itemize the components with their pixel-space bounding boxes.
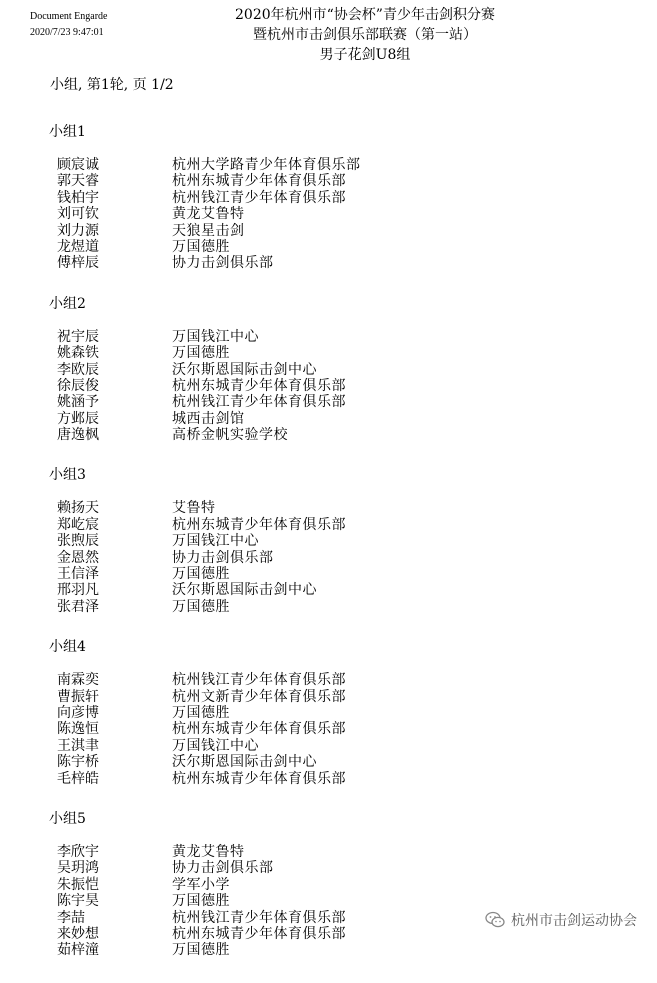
watermark-text: 杭州市击剑运动协会 [511, 913, 637, 929]
fencer-row [0, 754, 657, 770]
pool-5 [0, 811, 657, 959]
fencer-row [0, 844, 657, 860]
fencer-row [0, 157, 657, 173]
fencer-name: 李欧辰 [57, 361, 99, 378]
event-subtitle: 暨杭州市击剑俱乐部联赛（第一站） [253, 27, 477, 43]
event-title: 2020年杭州市“协会杯”青少年击剑积分赛 [235, 7, 495, 23]
fencer-name: 郭天睿 [57, 173, 99, 190]
fencer-club: 万国德胜 [172, 893, 230, 910]
fencer-row [0, 771, 657, 787]
pool-title: 小组1 [49, 124, 86, 140]
pool-title: 小组5 [49, 810, 86, 827]
fencer-name: 郑屹宸 [57, 516, 99, 533]
fencer-name: 茹梓潼 [57, 942, 99, 959]
fencer-name: 王信泽 [57, 566, 99, 583]
fencer-row [0, 672, 657, 688]
document-app-name: Document Engarde [30, 11, 108, 22]
fencer-club: 黄龙艾鲁特 [172, 206, 245, 223]
fencer-club: 沃尔斯恩国际击剑中心 [172, 754, 317, 771]
fencer-club: 高桥金帆实验学校 [172, 427, 288, 444]
fencer-name: 金恩然 [57, 549, 99, 566]
fencer-name: 唐逸枫 [57, 427, 99, 444]
fencer-club: 杭州东城青少年体育俱乐部 [172, 925, 346, 942]
fencer-name: 王淇聿 [57, 737, 99, 754]
fencer-name: 朱振恺 [57, 876, 99, 893]
fencer-row [0, 860, 657, 876]
fencer-name: 陈宇桥 [57, 754, 99, 771]
fencer-name: 赖扬天 [57, 500, 99, 517]
fencer-row [0, 705, 657, 721]
pool-2 [0, 296, 657, 444]
fencer-name: 李欣宇 [57, 843, 99, 860]
fencer-club: 沃尔斯恩国际击剑中心 [172, 582, 317, 599]
fencer-club: 万国德胜 [172, 566, 230, 583]
fencer-club: 杭州文新青少年体育俱乐部 [172, 688, 346, 705]
fencer-row [0, 738, 657, 754]
fencer-club: 协力击剑俱乐部 [172, 255, 274, 272]
fencer-name: 毛梓皓 [57, 770, 99, 787]
fencer-row [0, 582, 657, 598]
event-category: 男子花剑U8组 [319, 47, 411, 63]
fencer-row [0, 599, 657, 615]
fencer-row [0, 206, 657, 222]
fencer-club: 黄龙艾鲁特 [172, 843, 245, 860]
fencer-row [0, 378, 657, 394]
fencer-club: 杭州东城青少年体育俱乐部 [172, 770, 346, 787]
fencer-club: 天狼星击剑 [172, 222, 245, 239]
fencer-name: 邢羽凡 [57, 582, 99, 599]
fencer-club: 杭州东城青少年体育俱乐部 [172, 516, 346, 533]
fencer-name: 姚涵予 [57, 394, 99, 411]
pool-3 [0, 467, 657, 615]
pools-list [0, 124, 657, 983]
fencer-club: 沃尔斯恩国际击剑中心 [172, 361, 317, 378]
fencer-club: 万国德胜 [172, 598, 230, 615]
fencer-row [0, 533, 657, 549]
fencer-row [0, 239, 657, 255]
fencer-club: 万国钱江中心 [172, 533, 259, 550]
fencer-club: 杭州东城青少年体育俱乐部 [172, 377, 346, 394]
fencer-name: 刘可钦 [57, 206, 99, 223]
fencer-club: 万国德胜 [172, 238, 230, 255]
fencer-row [0, 190, 657, 206]
fencer-row [0, 566, 657, 582]
fencer-club: 杭州钱江青少年体育俱乐部 [172, 189, 346, 206]
fencer-name: 来妙想 [57, 925, 99, 942]
fencer-club: 艾鲁特 [172, 500, 216, 517]
fencer-name: 祝宇辰 [57, 328, 99, 345]
fencer-club: 城西击剑馆 [172, 410, 245, 427]
fencer-row [0, 223, 657, 239]
fencer-name: 向彦博 [57, 704, 99, 721]
round-info: 小组, 第1轮, 页 1/2 [50, 77, 174, 93]
fencer-name: 南霖奕 [57, 672, 99, 689]
fencer-row [0, 394, 657, 410]
fencer-name: 张煦辰 [57, 533, 99, 550]
fencer-row [0, 427, 657, 443]
watermark [485, 910, 637, 930]
fencer-name: 曹振轩 [57, 688, 99, 705]
fencer-name: 李喆 [57, 909, 85, 926]
fencer-name: 钱柏宇 [57, 189, 99, 206]
fencer-name: 张君泽 [57, 598, 99, 615]
pool-title: 小组3 [49, 467, 86, 484]
fencer-club: 学军小学 [172, 876, 230, 893]
fencer-row [0, 411, 657, 427]
fencer-club: 杭州钱江青少年体育俱乐部 [172, 672, 346, 689]
fencer-row [0, 255, 657, 271]
fencer-row [0, 517, 657, 533]
fencer-name: 陈逸恒 [57, 721, 99, 738]
fencer-club: 杭州大学路青少年体育俱乐部 [172, 157, 361, 173]
fencer-club: 协力击剑俱乐部 [172, 860, 274, 877]
fencer-row [0, 942, 657, 958]
fencer-club: 协力击剑俱乐部 [172, 549, 274, 566]
fencer-row [0, 345, 657, 361]
fencer-row [0, 500, 657, 516]
wechat-icon [485, 911, 505, 929]
fencer-name: 刘力源 [57, 222, 99, 239]
fencer-club: 杭州钱江青少年体育俱乐部 [172, 394, 346, 411]
fencer-row [0, 877, 657, 893]
fencer-name: 姚森铁 [57, 345, 99, 362]
fencer-club: 杭州钱江青少年体育俱乐部 [172, 909, 346, 926]
fencer-name: 吴玥鸿 [57, 860, 99, 877]
fencer-club: 万国德胜 [172, 942, 230, 959]
fencer-name: 陈宇昊 [57, 893, 99, 910]
document-datetime: 2020/7/23 9:47:01 [30, 27, 104, 38]
fencer-name: 徐辰俊 [57, 377, 99, 394]
fencer-name: 顾宸诚 [57, 157, 99, 173]
fencer-row [0, 550, 657, 566]
fencer-name: 傅梓辰 [57, 255, 99, 272]
fencer-club: 杭州东城青少年体育俱乐部 [172, 721, 346, 738]
pool-4 [0, 639, 657, 787]
fencer-club: 万国德胜 [172, 345, 230, 362]
pool-title: 小组2 [49, 295, 86, 312]
fencer-row [0, 329, 657, 345]
fencer-name: 方邺辰 [57, 410, 99, 427]
fencer-row [0, 721, 657, 737]
fencer-name: 龙煜道 [57, 238, 99, 255]
fencer-row [0, 893, 657, 909]
fencer-club: 杭州东城青少年体育俱乐部 [172, 173, 346, 190]
pool-title: 小组4 [49, 639, 86, 656]
fencer-row [0, 362, 657, 378]
pool-1 [0, 124, 657, 272]
fencer-club: 万国钱江中心 [172, 737, 259, 754]
fencer-row [0, 173, 657, 189]
fencer-club: 万国德胜 [172, 704, 230, 721]
fencer-row [0, 689, 657, 705]
fencer-club: 万国钱江中心 [172, 328, 259, 345]
